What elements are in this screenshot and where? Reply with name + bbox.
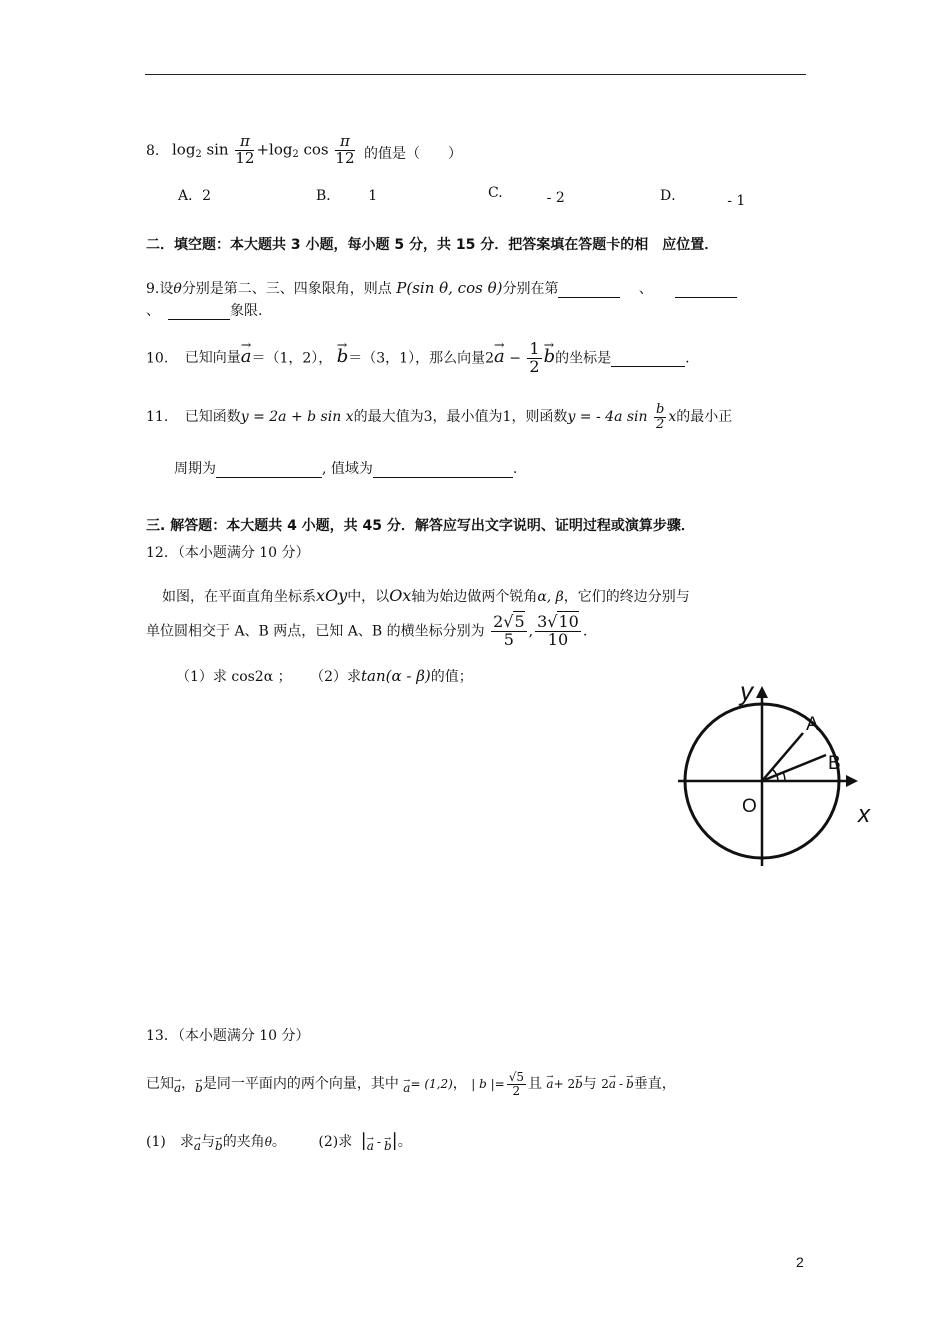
section2-heading: 二．填空题：本大题共 3 小题，每小题 5 分，共 15 分．把答案填在答题卡的相 应位置． [146,237,719,253]
label-y: y [740,676,753,706]
q9-line1: 9.设θ分别是第二、三、四象限角，则点 P(sin θ, cos θ)分别在第 、 [146,278,737,298]
q13-line1: 已知→ a，→ b是同一平面内的两个向量，其中 → a= (1,2)， | b |= $\frac{√5}{2}$ 且 → a+ 2→ b与 2→ a -→ b垂直， [146,1071,676,1097]
angle-arc-b [783,772,785,781]
q8-option-b: B． 1 [316,188,378,204]
y-axis-arrow [756,686,768,698]
q8-expression: $\log_2 \sin$ $\frac{\pi}{12}$ $+\log_2$ cos $\frac{\pi}{12}$ [172,132,355,167]
q8-option-c: C. - 2 [488,185,565,206]
label-b: B [828,753,841,774]
label-o: O [742,796,757,817]
section3-heading: 三. 解答题：本大题共 4 小题，共 45 分．解答应写出文字说明、证明过程或演算步骤． [146,518,695,534]
q12-paragraph-line2: 单位圆相交于 A、B 两点，已知 A、B 的横坐标分别为 $\frac{2√5}{5}$ , $\frac{3√10}{10}$ . [146,612,588,649]
label-a: A [806,714,819,735]
q13-subquestions: (1) 求→ a与→ b的夹角θ。 (2)求 |→ a -→ b|。 [146,1130,412,1153]
page-number: 2 [796,1254,804,1270]
q8-number: 8. [146,143,160,159]
q8-option-d: D． - 1 [660,188,746,209]
label-x: x [858,801,870,828]
unit-circle-figure [674,676,874,870]
q9-line2: 、 象限. [146,303,263,319]
q12-paragraph-line1: 如图，在平面直角坐标系xOy中，以Ox轴为始边做两个锐角α, β，它们的终边分别与 [162,586,690,605]
header-rule [145,74,806,75]
q8-tail: 的值是（ ） [364,146,462,162]
x-axis-arrow [846,775,858,787]
q12-subquestions: （1）求 cos2α ； （2）求tan(α - β)的值； [176,667,473,685]
q12-header: 12．（本小题满分 10 分） [146,545,310,561]
q13-header: 13．（本小题满分 10 分） [146,1028,310,1044]
q11-line2: 周期为 , 值域为 . [174,461,518,477]
q10-line: 10. 已知向量→ a＝（1，2）， → b＝（3，1），那么向量2→ a − $\frac{1}{2}$ → b的坐标是 . [146,341,690,376]
q8-option-a: A．2 [178,188,212,204]
q11-line1: 11. 已知函数y = 2a + b sin x的最大值为3，最小值为1，则函数y = - 4a sin $\frac{b}{2}$ x的最小正 [146,402,733,432]
